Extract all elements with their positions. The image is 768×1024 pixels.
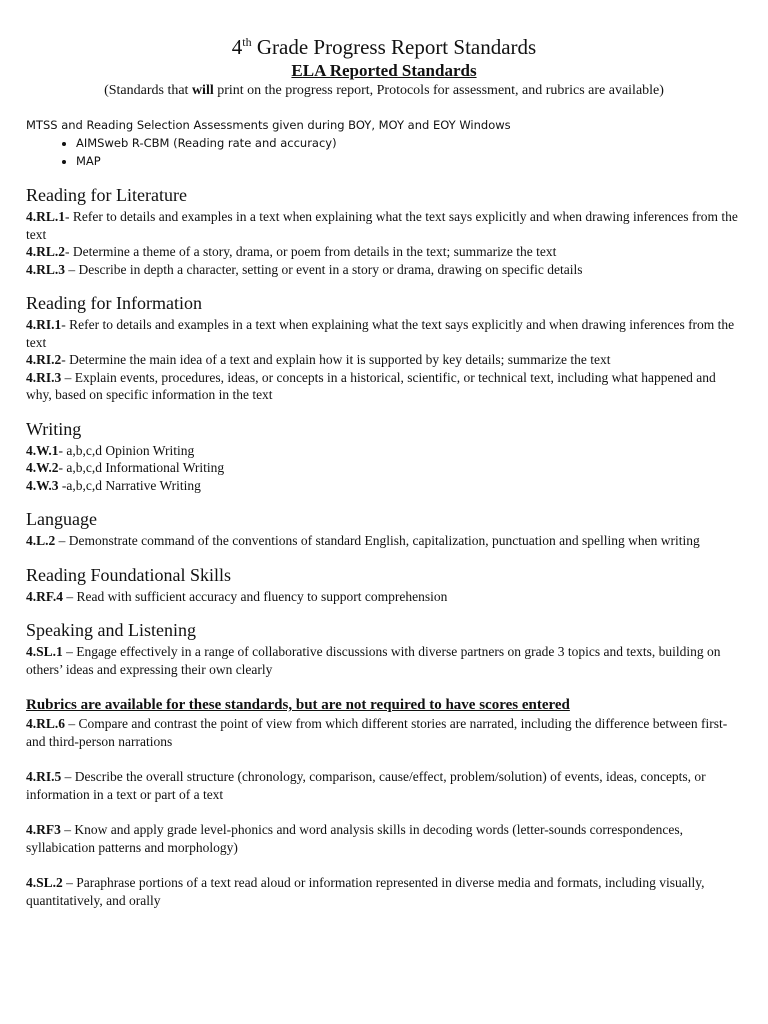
assessment-item: • AIMSweb R-CBM (Reading rate and accuracy) (76, 134, 768, 152)
title-text: Grade Progress Report Standards (251, 35, 537, 59)
title-superscript: th (242, 35, 252, 49)
standard-text: – Engage effectively in a range of collaborative discussions with diverse partners on grade 3 topics and texts, building on others’ ideas and expressing their own clearly (26, 644, 721, 677)
standard-code: 4.RF.4 (26, 588, 64, 604)
standard-item (26, 588, 742, 606)
title-block (0, 0, 768, 100)
standard-code: 4.RL.6 (26, 716, 66, 731)
page-note (0, 82, 768, 100)
standard-text: – Paraphrase portions of a text read aloud or information represented in diverse media and formats, including visually, quantitatively, and orally (26, 875, 705, 908)
standard-text: - Determine a theme of a story, drama, or poem from details in the text; summarize the text (65, 244, 557, 259)
standard-code: 4.RL.1 (26, 209, 66, 224)
standard-code: 4.RI.3 (26, 369, 62, 385)
standard-text: – Compare and contrast the point of view from which different stories are narrated, including the difference between first-and third-person narrations (26, 716, 728, 749)
standard-code: 4.W.2 (26, 460, 59, 475)
section-heading-language: Language (26, 509, 97, 529)
standard-code: 4.RF3 (26, 822, 61, 837)
rubrics-heading: Rubrics are available for these standards, but are not required to have scores entered (26, 697, 570, 713)
standard-item (26, 477, 742, 495)
standard-text: - Refer to details and examples in a text when explaining what the text says explicitly and when drawing inferences from the text (26, 317, 735, 350)
standard-text: – Describe in depth a character, setting or event in a story or drama, drawing on specific details (65, 261, 583, 277)
standard-item (26, 442, 742, 460)
standard-code: 4.RI.5 (26, 769, 62, 784)
standard-text: - a,b,c,d Informational Writing (58, 460, 225, 475)
standard-item (26, 243, 742, 261)
section-heading-reading-information: Reading for Information (26, 293, 202, 313)
section-heading-foundational-skills: Reading Foundational Skills (26, 564, 231, 585)
standard-item (26, 316, 742, 351)
standard-code: 4.W.3 (26, 477, 59, 493)
section-heading-reading-literature: Reading for Literature (26, 185, 187, 205)
standards-content (0, 184, 768, 909)
standard-text: – Demonstrate command of the conventions of standard English, capitalization, punctuation and spelling when writing (55, 533, 700, 548)
standard-code: 4.RL.3 (26, 261, 66, 277)
section-heading-speaking-listening: Speaking and Listening (26, 620, 196, 640)
standard-text: -a,b,c,d Narrative Writing (58, 477, 201, 493)
page-title (0, 30, 768, 59)
note-text-bold: will (191, 83, 214, 98)
rubric-item (26, 874, 742, 909)
assessments-list (26, 134, 768, 170)
assessments-block (0, 116, 768, 170)
standard-item (26, 369, 742, 404)
standard-text: - Determine the main idea of a text and explain how it is supported by key details; summarize the text (61, 352, 611, 367)
section-heading-writing: Writing (26, 418, 82, 439)
standard-text: - a,b,c,d Opinion Writing (58, 442, 195, 458)
standard-text: – Know and apply grade level-phonics and word analysis skills in decoding words (letter-sounds correspondences, syllabication patterns and morphology) (26, 822, 683, 855)
standard-item (26, 643, 742, 678)
standard-code: 4.L.2 (26, 533, 56, 548)
standard-item (26, 261, 742, 279)
note-text-before: (Standards that (104, 83, 192, 98)
standard-code: 4.RI.1 (26, 317, 62, 332)
standard-item (26, 208, 742, 243)
standard-code: 4.RL.2 (26, 244, 66, 259)
assessments-intro: MTSS and Reading Selection Assessments given during BOY, MOY and EOY Windows (26, 118, 511, 132)
standard-text: - Refer to details and examples in a text when explaining what the text says explicitly and when drawing inferences from the text (26, 209, 738, 242)
rubric-item (26, 715, 742, 750)
standard-text: – Explain events, procedures, ideas, or concepts in a historical, scientific, or technical text, including what happened and why, based on specific information in the text (26, 369, 716, 402)
standard-code: 4.W.1 (26, 442, 59, 458)
standard-text: – Read with sufficient accuracy and fluency to support comprehension (63, 588, 448, 604)
standard-item (26, 459, 742, 477)
standard-code: 4.RI.2 (26, 352, 62, 367)
rubric-item (26, 768, 742, 803)
title-grade: 4 (231, 35, 243, 59)
rubric-item (26, 821, 742, 856)
standard-text: – Describe the overall structure (chronology, comparison, cause/effect, problem/solution) of events, ideas, concepts, or information in a text or part of a text (26, 769, 706, 802)
standard-item (26, 351, 742, 369)
standard-item (26, 532, 742, 550)
assessment-item: • MAP (76, 152, 768, 170)
note-text-after: print on the progress report, Protocols for assessment, and rubrics are available) (213, 83, 664, 98)
standard-code: 4.SL.2 (26, 875, 63, 890)
page-subtitle: ELA Reported Standards (291, 61, 477, 80)
standard-code: 4.SL.1 (26, 644, 63, 659)
